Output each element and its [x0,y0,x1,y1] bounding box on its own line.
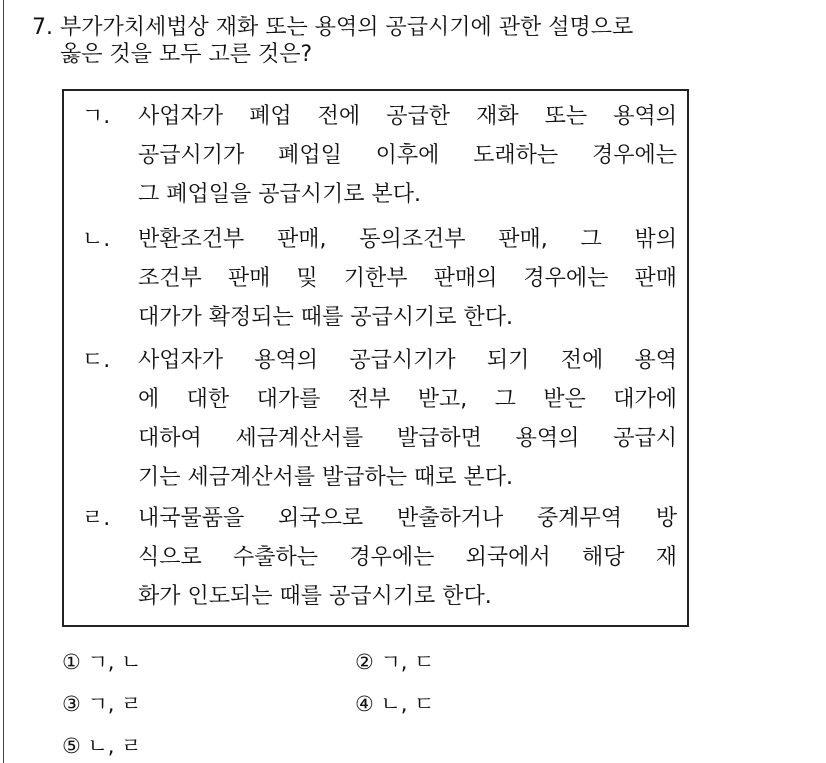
statement-mark: ㄱ. [82,104,111,129]
statement-line: 그 폐업일을 공급시기로 본다. [138,182,421,207]
statement-mark: ㄷ. [82,348,111,373]
question-stem [32,14,812,68]
statement-mark: ㄴ. [82,227,111,252]
choice-3[interactable]: ③ ㄱ, ㄹ [62,692,142,716]
statement-line: 조건부 판매 및 기한부 판매의 경우에는 판매 [138,266,677,291]
statement-item-rieul [82,499,677,616]
left-margin-rule [3,0,4,763]
statements-box [62,89,689,627]
statement-line: 대하여 세금계산서를 발급하면 용역의 공급시 [138,426,677,451]
statement-line: 내국물품을 외국으로 반출하거나 중계무역 방 [138,506,677,531]
statement-line: 대가가 확정되는 때를 공급시기로 한다. [138,305,513,330]
statement-item-nieun [82,220,677,337]
statement-line: 기는 세금계산서를 발급하는 때로 본다. [138,465,513,490]
choice-4[interactable]: ④ ㄴ, ㄷ [355,692,435,716]
statement-line: 공급시기가 폐업일 이후에 도래하는 경우에는 [138,143,677,168]
statement-line: 화가 인도되는 때를 공급시기로 한다. [138,584,492,609]
question-text-line-2: 옳은 것을 모두 고른 것은? [60,42,313,67]
choice-1[interactable]: ① ㄱ, ㄴ [62,650,142,674]
question-line-1 [32,14,812,41]
question-number: 7. [32,15,53,40]
statement-line: 사업자가 폐업 전에 공급한 재화 또는 용역의 [138,104,677,129]
statement-item-digeut [82,341,677,497]
question-text-line-1: 부가가치세법상 재화 또는 용역의 공급시기에 관한 설명으로 [60,15,634,40]
choice-5[interactable]: ⑤ ㄴ, ㄹ [62,734,142,758]
choice-2[interactable]: ② ㄱ, ㄷ [355,650,435,674]
statement-line: 반환조건부 판매, 동의조건부 판매, 그 밖의 [138,227,677,252]
statement-line: 사업자가 용역의 공급시기가 되기 전에 용역 [138,348,677,373]
statement-item-giyeok [82,97,677,214]
statement-mark: ㄹ. [82,506,111,531]
statement-line: 식으로 수출하는 경우에는 외국에서 해당 재 [138,545,677,570]
statement-line: 에 대한 대가를 전부 받고, 그 받은 대가에 [138,387,677,412]
